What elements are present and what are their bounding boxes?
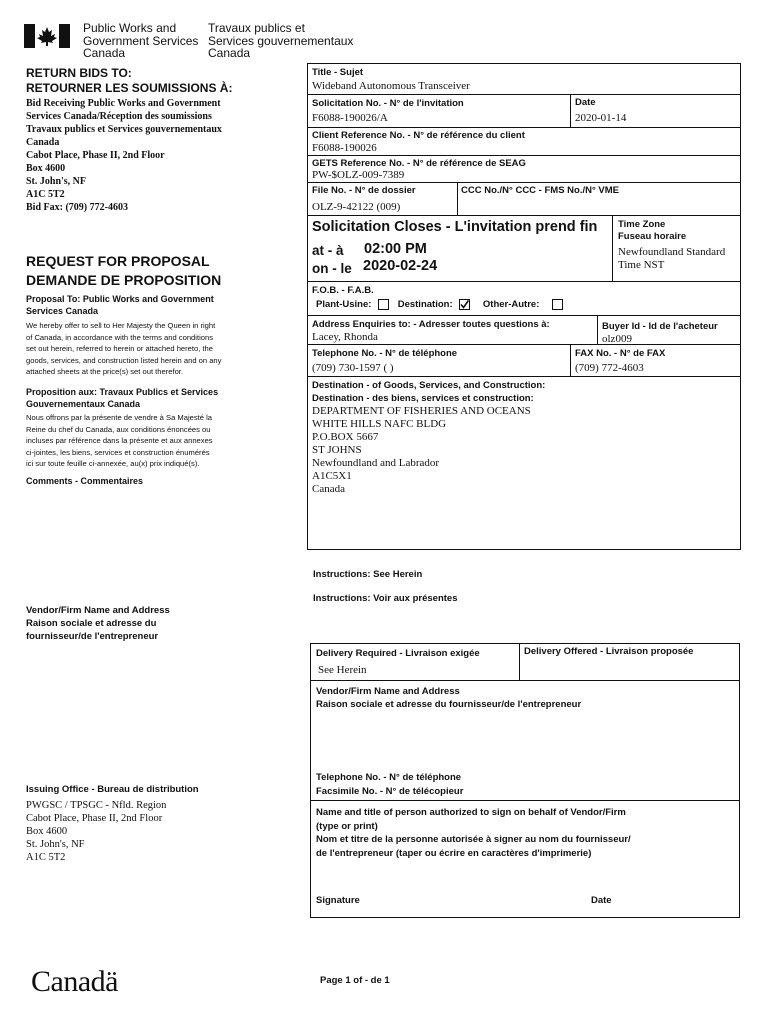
file-no-label: File No. - N° de dossier [312,185,416,196]
other-checkbox[interactable] [552,299,563,310]
closes-on-label: on - le [312,261,352,276]
vendor-telephone-label: Telephone No. - N° de téléphone [316,772,462,783]
time-zone-value: Newfoundland Standard Time NST [618,246,726,271]
offer-text-fr: Nous offrons par la présente de vendre à Sa Majesté la Reine du chef du Canada, aux conditions énoncées ou incluses par référence dans la présente et aux annexes ci-jointes, les biens, services et construction énumérés ici sur toute feuille ci-annexée, au(x) prix indiqué(s). [26,413,213,468]
fob-label: F.O.B. - F.A.B. [312,285,374,296]
issuing-office-label: Issuing Office - Bureau de distribution [26,784,199,795]
delivery-offered-label: Delivery Offered - Livraison proposée [524,646,694,657]
comments-label: Comments - Commentaires [26,476,144,486]
date-value: 2020-01-14 [575,112,627,124]
solicitation-no-label: Solicitation No. - N° de l'invitation [312,98,464,109]
signature-label: Signature [316,895,360,906]
solicitation-no-value: F6088-190026/A [312,112,388,124]
buyer-id-label: Buyer Id - Id de l'acheteur [602,321,718,332]
address-enquiries-value: Lacey, Rhonda [312,331,378,343]
proposal-to-label: Proposal To: Public Works and Government Services Canada [26,294,214,316]
other-label: Other-Autre: [482,299,540,311]
return-bids-address: Bid Receiving Public Works and Government Services Canada/Réception des soumissions Travaux publics et Services gouvernementaux Canada Cabot Place, Phase II, 2nd Floor Box 4600 St. John's, NF A1C 5T2 Bid Fax: (709) 772-4603 [26,98,222,213]
telephone-label: Telephone No. - N° de téléphone [312,348,458,359]
dept-name-fr: Travaux publics et Services gouvernementaux Canada [208,21,354,60]
date-label: Date [575,97,596,108]
ccc-no-label: CCC No./N° CCC - FMS No./N° VME [461,185,620,196]
fax-value: (709) 772-4603 [575,362,644,374]
plant-checkbox[interactable] [378,299,389,310]
delivery-required-label: Delivery Required - Livraison exigée [316,648,480,659]
rfp-title-en: REQUEST FOR PROPOSAL [26,253,210,269]
telephone-value: (709) 730-1597 ( ) [312,362,394,374]
closes-title: Solicitation Closes - L'invitation prend fin [312,219,598,235]
return-bids-title-en: RETURN BIDS TO: [26,66,132,80]
vendor-left-label: Vendor/Firm Name and Address Raison sociale et adresse du fournisseur/de l'entrepreneur [26,605,170,642]
buyer-id-value: olz009 [602,333,632,345]
instructions-en: Instructions: See Herein [313,569,423,580]
vendor-fax-label: Facsimile No. - N° de télécopieur [316,786,464,797]
canada-wordmark: Canadä [31,965,118,998]
vendor-firm-label: Vendor/Firm Name and Address Raison sociale et adresse du fournisseur/de l'entrepreneur [316,686,582,710]
gets-ref-label: GETS Reference No. - N° de référence de SEAG [312,158,526,169]
file-no-value: OLZ-9-42122 (009) [312,201,401,213]
instructions-fr: Instructions: Voir aux présentes [313,593,458,604]
closes-at-label: at - à [312,243,344,258]
closes-date: 2020-02-24 [363,258,438,274]
authorized-person-label: Name and title of person authorized to sign on behalf of Vendor/Firm (type or print) Nom et titre de la personne autorisée à signer au nom du fournisseur/ de l'entrepreneur (taper ou écrire en caractères d'imprimerie) [316,807,631,859]
fob-options [316,299,567,310]
rfp-title-fr: DEMANDE DE PROPOSITION [26,272,222,288]
destination-address: DEPARTMENT OF FISHERIES AND OCEANS WHITE HILLS NAFC BLDG P.O.BOX 5667 ST JOHNS Newfoundland and Labrador A1C5X1 Canada [312,405,531,495]
offer-text-en: We hereby offer to sell to Her Majesty the Queen in right of Canada, in accordance with the terms and conditions set out herein, referred to herein or attached hereto, the goods, services, and construction listed herein and on any attached sheets at the price(s) set out therefor. [26,321,222,376]
destination-label: Destination: [397,299,453,311]
destination-checkbox[interactable] [459,299,470,310]
dept-name-en: Public Works and Government Services Canada [83,21,199,60]
title-value: Wideband Autonomous Transceiver [312,80,470,92]
destination-goods-label: Destination - of Goods, Services, and Construction: Destination - des biens, services et construction: [312,380,546,404]
checkmark-icon [459,299,470,310]
canada-flag-logo [24,24,70,48]
issuing-office-address: PWGSC / TPSGC - Nfld. Region Cabot Place, Phase II, 2nd Floor Box 4600 St. John's, NF A1C 5T2 [26,800,167,863]
proposition-label: Proposition aux: Travaux Publics et Services Gouvernementaux Canada [26,387,219,409]
title-label: Title - Sujet [312,67,364,78]
time-zone-label: Time Zone Fuseau horaire [618,219,687,242]
gets-ref-value: PW-$OLZ-009-7389 [312,169,405,181]
client-ref-label: Client Reference No. - N° de référence du client [312,130,525,141]
plant-label: Plant-Usine: [316,299,372,311]
page-number: Page 1 of - de 1 [320,975,390,986]
closes-time: 02:00 PM [364,241,427,257]
signature-date-label: Date [591,895,612,906]
address-enquiries-label: Address Enquiries to: - Adresser toutes questions à: [312,319,550,330]
delivery-required-value: See Herein [318,664,367,676]
client-ref-value: F6088-190026 [312,142,377,154]
fax-label: FAX No. - N° de FAX [575,348,666,359]
return-bids-title-fr: RETOURNER LES SOUMISSIONS À: [26,81,233,95]
